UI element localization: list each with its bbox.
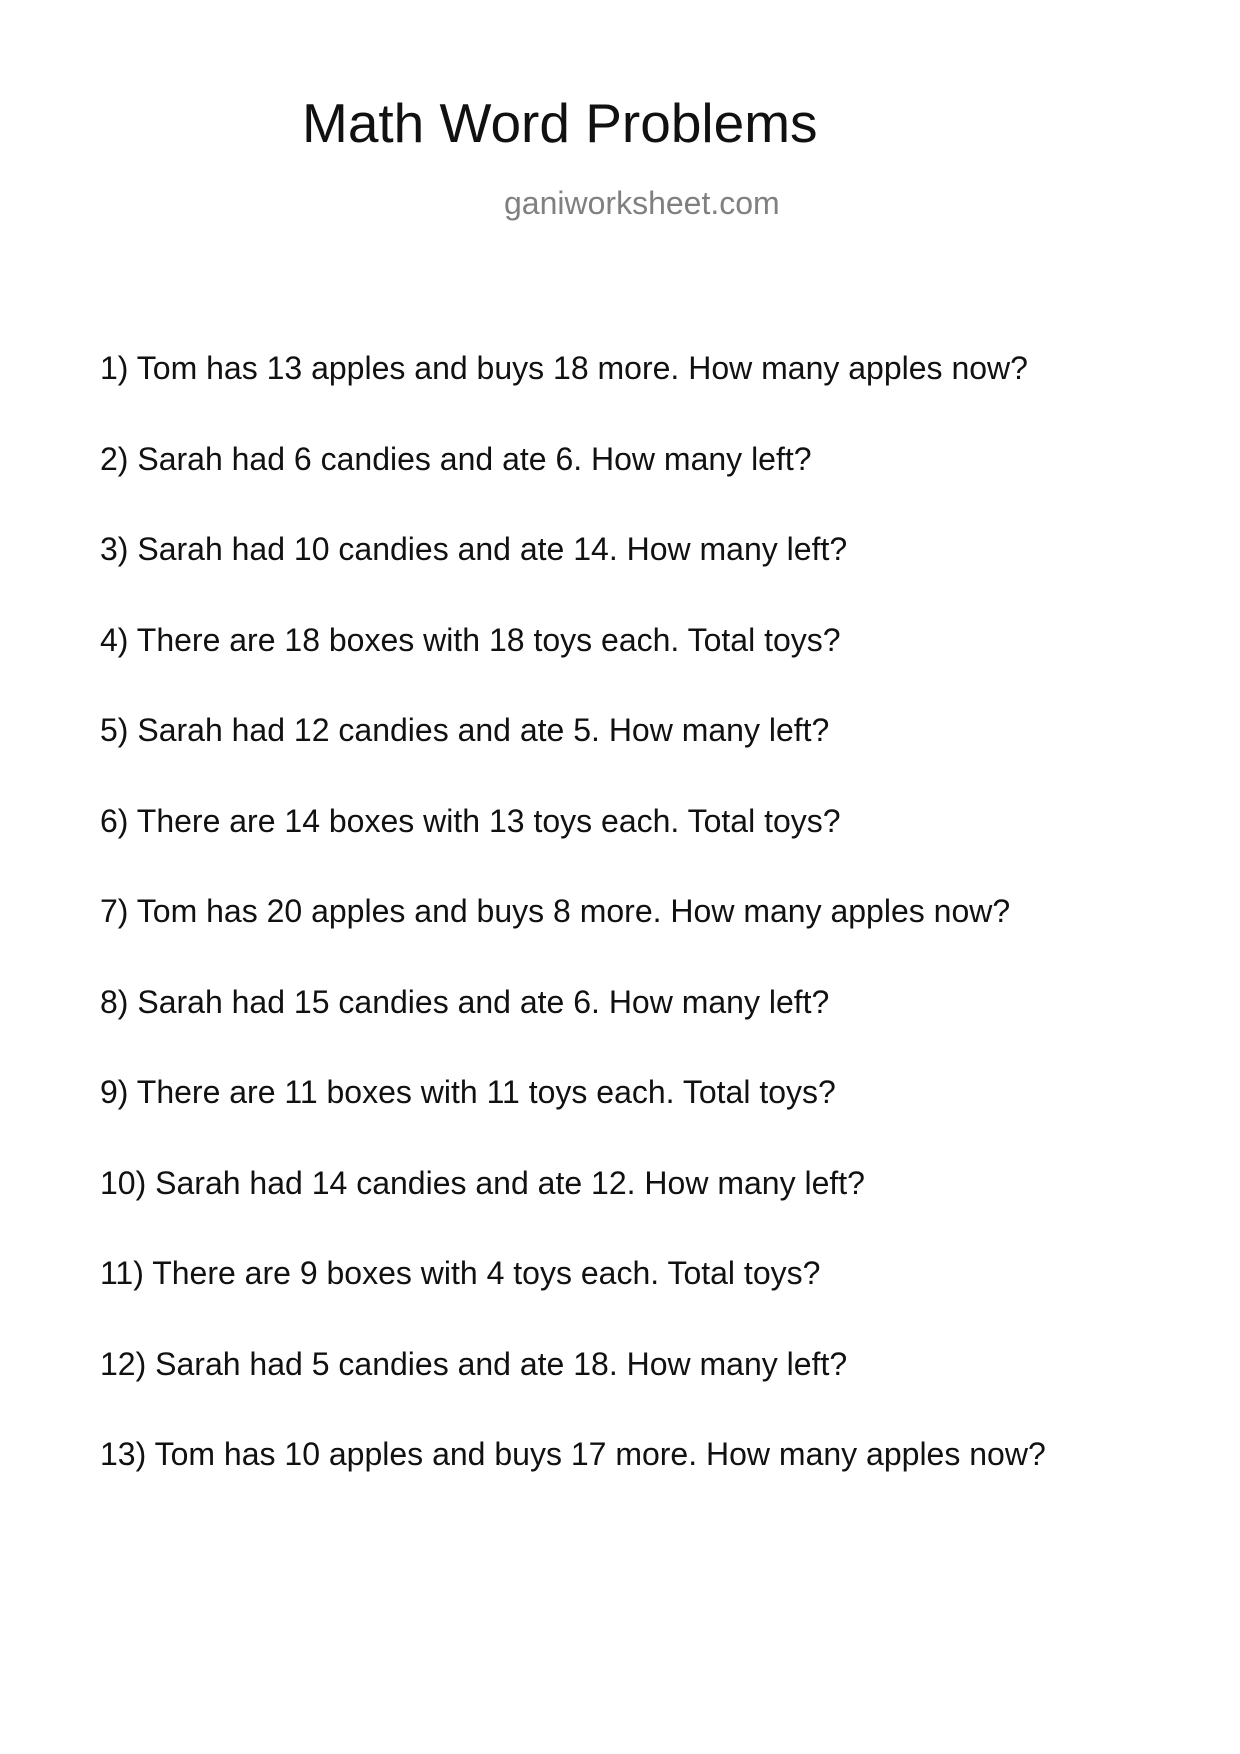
- problem-item: 2) Sarah had 6 candies and ate 6. How many left?: [100, 440, 812, 477]
- problem-item: 3) Sarah had 10 candies and ate 14. How many left?: [100, 531, 848, 567]
- problem-item: 13) Tom has 10 apples and buys 17 more. How many apples now?: [100, 1436, 1046, 1472]
- problem-item: 1) Tom has 13 apples and buys 18 more. How many apples now?: [100, 350, 1028, 386]
- problem-item: 8) Sarah had 15 candies and ate 6. How many left?: [100, 983, 830, 1020]
- problem-item: 12) Sarah had 5 candies and ate 18. How many left?: [100, 1345, 848, 1382]
- problem-item: 4) There are 18 boxes with 18 toys each. Total toys?: [100, 621, 841, 658]
- problem-item: 6) There are 14 boxes with 13 toys each. Total toys?: [100, 802, 841, 839]
- problem-item: 10) Sarah had 14 candies and ate 12. How many left?: [100, 1164, 865, 1201]
- source-website: ganiworksheet.com: [504, 185, 780, 221]
- problem-list: [100, 352, 1046, 1529]
- problem-item: 9) There are 11 boxes with 11 toys each. Total toys?: [100, 1074, 836, 1110]
- page-title: Math Word Problems: [302, 92, 818, 154]
- problem-item: 5) Sarah had 12 candies and ate 5. How many left?: [100, 712, 830, 748]
- problem-item: 7) Tom has 20 apples and buys 8 more. How many apples now?: [100, 893, 1011, 929]
- problem-item: 11) There are 9 boxes with 4 toys each. Total toys?: [100, 1255, 821, 1291]
